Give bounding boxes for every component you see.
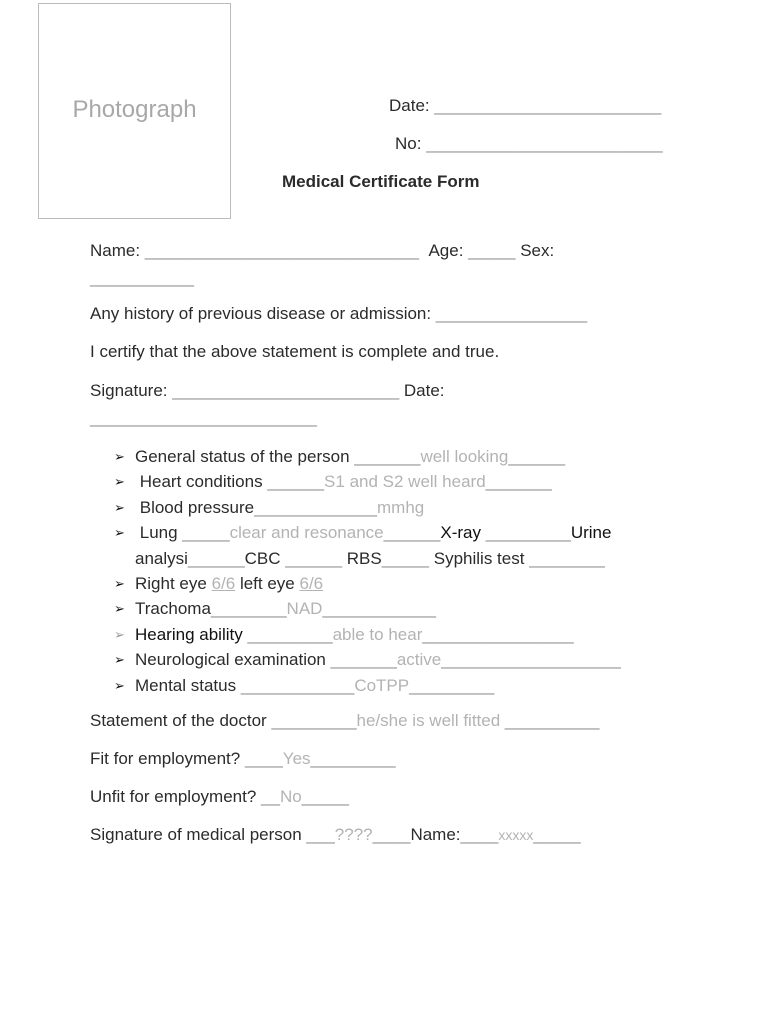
fit-value[interactable]: Yes	[282, 749, 311, 768]
med-sig-label: Signature of medical person	[90, 825, 302, 844]
medical-signature-row	[90, 825, 581, 845]
trachoma-line-pre: ________	[210, 599, 287, 619]
bp-line-pre: _____________	[254, 497, 377, 517]
med-name-line-post: _____	[533, 825, 581, 844]
fit-label: Fit for employment?	[90, 749, 241, 768]
arrow-bullet-icon: ➢	[114, 652, 125, 668]
right-eye-label: Right eye	[135, 573, 207, 593]
general-label: General status of the person	[135, 447, 350, 466]
trachoma-label: Trachoma	[135, 599, 211, 619]
arrow-bullet-icon: ➢	[114, 601, 125, 617]
arrow-bullet-icon: ➢	[114, 449, 125, 464]
signature-row	[90, 381, 445, 401]
med-sig-line-pre: ___	[306, 825, 335, 844]
mental-label: Mental status	[135, 675, 237, 695]
age-line[interactable]: _____	[468, 241, 516, 260]
heart-label: Heart conditions	[139, 472, 263, 492]
mental-value[interactable]: CoTPP	[354, 675, 410, 695]
fit-line-post: _________	[310, 749, 396, 768]
arrow-bullet-icon: ➢	[114, 626, 125, 642]
photograph-label: Photograph	[72, 96, 197, 123]
xray-label: X-ray	[440, 523, 481, 543]
lung-value[interactable]: clear and resonance	[229, 523, 384, 543]
mental-line-post: _________	[409, 675, 495, 695]
syphilis-label: Syphilis test	[433, 548, 525, 568]
sex-line[interactable]: ___________	[90, 268, 195, 287]
name-row	[90, 241, 554, 261]
general-line-post: ______	[508, 447, 566, 466]
header-no	[395, 134, 663, 154]
form-title: Medical Certificate Form	[282, 172, 480, 191]
cbc-line[interactable]: ______	[285, 548, 343, 568]
fit-line-pre: ____	[244, 749, 283, 768]
hearing-label: Hearing ability	[135, 624, 243, 644]
certify-statement: I certify that the above statement is complete and true.	[90, 342, 500, 361]
history-row	[90, 304, 587, 324]
syphilis-line[interactable]: ________	[529, 548, 605, 568]
heart-value[interactable]: S1 and S2 well heard	[324, 472, 486, 492]
rbs-line[interactable]: _____	[381, 548, 430, 568]
med-sig-value[interactable]: ????	[334, 825, 373, 844]
arrow-bullet-icon: ➢	[114, 677, 125, 693]
unfit-label: Unfit for employment?	[90, 787, 257, 806]
statement-label: Statement of the doctor	[90, 711, 267, 730]
bp-label: Blood pressure	[139, 497, 255, 517]
signature-date-line[interactable]: ________________________	[90, 408, 317, 427]
date-line[interactable]: ________________________	[434, 96, 662, 115]
heart-line-post: _______	[485, 472, 552, 492]
arrow-bullet-icon: ➢	[114, 499, 125, 515]
sex-label: Sex:	[520, 241, 555, 260]
lung-line-pre: _____	[182, 523, 230, 543]
neuro-line-post: ___________________	[441, 650, 621, 670]
photograph-box	[38, 3, 231, 219]
neuro-value[interactable]: active	[396, 650, 442, 670]
trachoma-line-post: ____________	[322, 599, 436, 619]
unfit-value[interactable]: No	[279, 787, 302, 806]
med-name-value[interactable]: xxxxx	[498, 827, 534, 843]
med-name-line-pre: ____	[460, 825, 499, 844]
statement-value[interactable]: he/she is well fitted	[356, 711, 501, 730]
lung-line-post: ______	[383, 523, 441, 543]
statement-line-post: __________	[504, 711, 600, 730]
left-eye-label: left eye	[239, 573, 295, 593]
med-name-label: Name:	[410, 825, 461, 844]
name-label: Name:	[90, 241, 141, 260]
heart-line-pre: ______	[267, 472, 325, 492]
no-label: No:	[395, 134, 422, 153]
right-eye-value[interactable]: 6/6	[211, 573, 236, 593]
signature-date-label: Date:	[403, 381, 445, 400]
arrow-bullet-icon: ➢	[114, 525, 125, 541]
unfit-line-pre: __	[261, 787, 280, 806]
unfit-line-post: _____	[301, 787, 349, 806]
analysis-label: analysi	[135, 548, 188, 568]
signature-line[interactable]: ________________________	[172, 381, 400, 400]
signature-label: Signature:	[90, 381, 168, 400]
bp-value[interactable]: mmhg	[377, 497, 425, 517]
date-label: Date:	[389, 96, 430, 115]
left-eye-value[interactable]: 6/6	[299, 573, 324, 593]
hearing-value[interactable]: able to hear	[332, 624, 423, 644]
arrow-bullet-icon: ➢	[114, 575, 125, 591]
general-line-pre: _______	[354, 447, 421, 466]
history-line[interactable]: ________________	[435, 304, 588, 323]
cbc-label: CBC	[244, 548, 281, 568]
med-sig-line-post: ____	[372, 825, 411, 844]
doctor-statement-row	[90, 711, 599, 731]
header-date	[389, 96, 661, 116]
fit-row	[90, 749, 396, 769]
arrow-bullet-icon: ➢	[114, 474, 125, 490]
general-value[interactable]: well looking	[420, 447, 509, 466]
analysis-line[interactable]: ______	[187, 548, 245, 568]
lung-label: Lung	[139, 523, 178, 543]
neuro-line-pre: _______	[330, 650, 397, 670]
mental-line-pre: ____________	[240, 675, 355, 695]
trachoma-value[interactable]: NAD	[286, 599, 323, 619]
xray-line[interactable]: _________	[485, 523, 571, 543]
neuro-label: Neurological examination	[135, 650, 326, 670]
hearing-line-post: ________________	[422, 624, 574, 644]
hearing-line-pre: _________	[247, 624, 333, 644]
history-label: Any history of previous disease or admission:	[90, 304, 432, 323]
name-line[interactable]: _____________________________	[144, 241, 419, 260]
urine-label: Urine	[570, 523, 612, 543]
statement-line-pre: _________	[271, 711, 357, 730]
unfit-row	[90, 787, 349, 807]
age-label: Age:	[428, 241, 464, 260]
rbs-label: RBS	[346, 548, 382, 568]
no-line[interactable]: _________________________	[426, 134, 663, 153]
